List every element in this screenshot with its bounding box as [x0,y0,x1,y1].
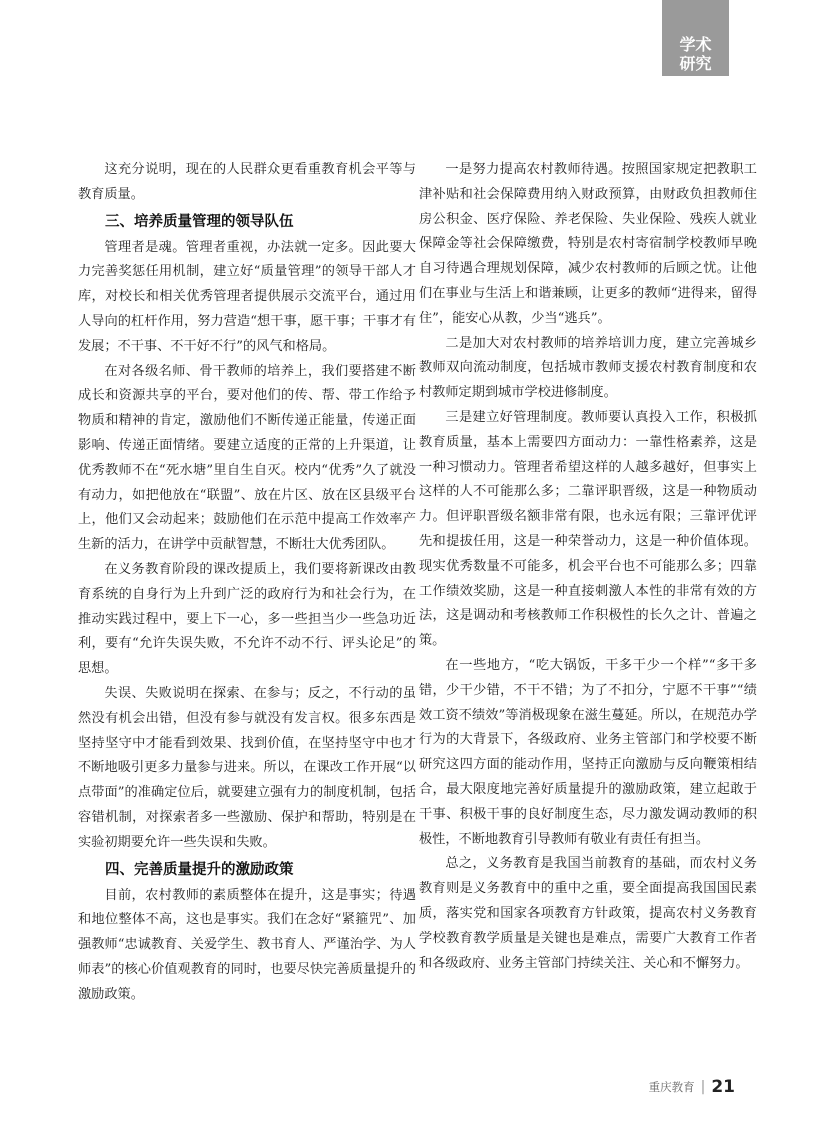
page-number: 21 [711,1077,735,1097]
journal-name: 重庆教育 [648,1080,695,1094]
section-tag-line-2: 研究 [679,54,712,73]
page-footer [649,1077,735,1097]
paragraph: 失误、失败说明在探索、在参与；反之，不行动的虽然没有机会出错，但没有参与就没有发言权。很多东西是坚持坚守中才能看到效果、找到价值，在坚持坚守中也才不断地吸引更多力量参与进来。所以，在课改工作开展“以点带面”的准确定位后，就要建立强有力的制度机制，包括容错机制，对探索者多一些激励、保护和帮助，特别是在实验初期要允许一些失误和失败。 [78,685,416,850]
paragraph: 这充分说明，现在的人民群众更看重教育机会平等与教育质量。 [78,162,416,202]
footer-separator: | [700,1079,706,1095]
section-heading: 四、完善质量提升的激励政策 [105,861,294,878]
section-tag [662,0,729,76]
paragraph: 在对各级名师、骨干教师的培养上，我们要搭建不断成长和资源共享的平台，要对他们的传、帮、带工作给予物质和精神的肯定，激励他们不断传递正能量，传递正面影响、传递正面情绪。要建立适度的正常的上升渠道，让优秀教师不在“死水塘”里自生自灭。校内“优秀”久了就没有动力，如把他放在“联盟”、放在片区、放在区县级平台上，他们又会动起来；鼓励他们在示范中提高工作效率产生新的活力，在讲学中贡献智慧，不断壮大优秀团队。 [78,363,416,553]
section-heading: 三、培养质量管理的领导队伍 [105,213,294,230]
paragraph: 二是加大对农村教师的培养培训力度，建立完善城乡教师双向流动制度，包括城市教师支援农村教育制度和农村教师定期到城市学校进修制度。 [419,335,757,401]
paragraph: 管理者是魂。管理者重视，办法就一定多。因此要大力完善奖惩任用机制，建立好“质量管理”的领导干部人才库，对校长和相关优秀管理者提供展示交流平台，通过用人导向的杠杆作用，努力营造“想干事，愿干事；干事才有发展；不干事、不干好不行”的风气和格局。 [78,239,416,354]
paragraph: 在一些地方，“吃大锅饭，干多干少一个样”“多干多错，少干少错，不干不错；为了不扣分，宁愿不干事”“绩效工资不绩效”等消极现象在滋生蔓延。所以，在规范办学行为的大背景下，各级政府、业务主管部门和学校要不断研究这四方面的能动作用，坚持正向激励与反向鞭策相结合，最大限度地完善好质量提升的激励政策，建立起敢于干事、积极干事的良好制度生态，尽力激发调动教师的积极性，不断地教育引导教师有敬业有责任有担当。 [419,657,757,847]
paragraph: 总之，义务教育是我国当前教育的基础，而农村义务教育则是义务教育中的重中之重，要全面提高我国国民素质，落实党和国家各项教育方针政策，提高农村义务教育学校教育教学质量是关键也是难点，需要广大教育工作者和各级政府、业务主管部门持续关注、关心和不懈努力。 [419,856,757,971]
paragraph: 目前，农村教师的素质整体在提升，这是事实；待遇和地位整体不高，这也是事实。我们在念好“紧箍咒”、加强教师“忠诚教育、关爱学生、教书育人、严谨治学、为人师表”的核心价值观教育的同时，也要尽快完善质量提升的激励政策。 [78,887,416,1002]
paragraph: 一是努力提高农村教师待遇。按照国家规定把教职工津补贴和社会保障费用纳入财政预算，由财政负担教师住房公积金、医疗保险、养老保险、失业保险、残疾人就业保障金等社会保障缴费，特别是农村寄宿制学校教师早晚自习待遇合理规划保障，减少农村教师的后顾之忧。让他们在事业与生活上和谐兼顾，让更多的教师“进得来，留得住”，能安心从教，少当“逃兵”。 [419,162,757,326]
paragraph: 在义务教育阶段的课改提质上，我们要将新课改由教育系统的自身行为上升到广泛的政府行为和社会行为，在推动实践过程中，要上下一心，多一些担当少一些急功近利，要有“允许失误失败，不允许不动不行、评头论足”的思想。 [78,561,416,677]
paragraph: 三是建立好管理制度。教师要认真投入工作，积极抓教育质量，基本上需要四方面动力：一靠性格素养，这是一种习惯动力。管理者希望这样的人越多越好，但事实上这样的人不可能那么多；二靠评职晋级，这是一种物质动力。但评职晋级名额非常有限，也永远有限；三靠评优评先和提拔任用，这是一种荣誉动力，这是一种价值体现。现实优秀数量不可能多，机会平台也不可能那么多；四靠工作绩效奖励，这是一种直接刺激人本性的非常有效的方法，这是调动和考核教师工作积极性的长久之计、普遍之策。 [419,409,757,649]
left-column [78,158,416,1008]
right-column [419,158,757,976]
section-tag-line-1: 学术 [679,35,712,54]
